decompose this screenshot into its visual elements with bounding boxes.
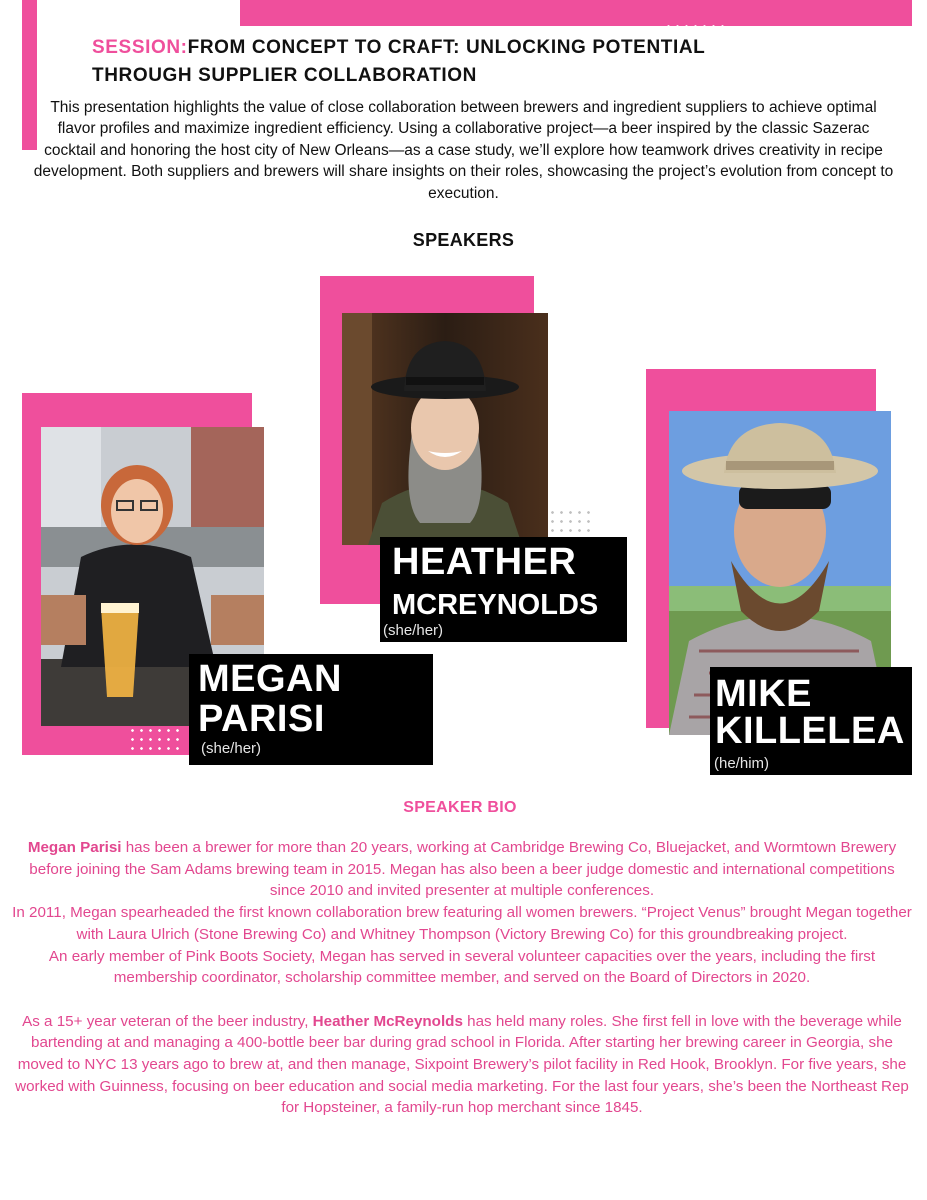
bio-speaker-name: Heather McReynolds — [312, 1012, 463, 1030]
heather-name-box — [380, 537, 627, 642]
speaker-bio-heading: SPEAKER BIO — [403, 799, 517, 816]
megan-name-box — [189, 654, 433, 765]
speaker-pronouns: (she/her) — [201, 740, 262, 757]
mike-name-box — [710, 667, 912, 775]
speaker-name-line1: MIKE — [715, 673, 812, 715]
session-title-line1: FROM CONCEPT TO CRAFT: UNLOCKING POTENTIAL — [187, 37, 706, 58]
speaker-name-line1: MEGAN — [198, 658, 342, 700]
speaker-name-line2: MCREYNOLDS — [392, 589, 599, 621]
bio-text: As a 15+ year veteran of the beer industry, — [22, 1012, 313, 1030]
bio-paragraph: In 2011, Megan spearheaded the first known collaboration brew featuring all women brewers. “Project Venus” brought Megan together with Laura Ulrich (Stone Brewing Co) and Whitney Thompson (Victory Brewing Co) for this groundbreaking project. — [12, 904, 912, 943]
speaker-pronouns: (she/her) — [383, 622, 444, 639]
bio-paragraph — [12, 837, 912, 902]
speakers-heading: SPEAKERS — [412, 230, 515, 250]
decorative-dots — [664, 22, 726, 30]
speaker-pronouns: (he/him) — [714, 755, 770, 772]
decorative-dots — [128, 726, 184, 750]
session-title — [92, 34, 852, 90]
bio-paragraph — [12, 1011, 912, 1120]
speaker-bio-text — [12, 837, 912, 1119]
heather-portrait-image — [342, 313, 548, 545]
bio-text: has been a brewer for more than 20 years, working at Cambridge Brewing Co, Bluejacket, and Wormtown Brewery before joining the Sam Adams brewing team in 2015. Megan has also been a beer judge domestic and international competitions since 2010 and invited presenter at multiple conferences. — [29, 839, 897, 900]
session-title-line2: THROUGH SUPPLIER COLLABORATION — [92, 65, 477, 86]
bio-text: has held many roles. She first fell in love with the beverage while bartending at and managing a 400-bottle beer bar during grad school in Florida. After starting her brewing career in Georgia, she moved to NYC 13 years ago to brew at, and then manage, Sixpoint Brewery’s pilot facility in Red Hook, Brooklyn. For five years, she worked with Guinness, focusing on beer education and social media marketing. For the last four years, she’s been the Northeast Rep for Hopsteiner, a family-run hop merchant since 1845. — [15, 1012, 909, 1117]
decorative-dots — [548, 508, 590, 538]
speaker-name-line1: HEATHER — [392, 541, 577, 583]
session-label: SESSION: — [92, 37, 188, 58]
session-description: This presentation highlights the value of close collaboration between brewers and ingredient suppliers to achieve optimal flavor profiles and maximize ingredient efficiency. Using a collaborative project—a beer inspired by the classic Sazerac cocktail and honoring the host city of New Orleans—as a case study, we’ll explore how teamwork drives creativity in recipe development. Both suppliers and brewers will share insights on their roles, showcasing the project’s evolution from concept to execution. — [33, 99, 894, 202]
top-accent-bar — [240, 0, 912, 26]
heather-photo — [342, 313, 548, 545]
bio-speaker-name: Megan Parisi — [27, 839, 122, 856]
speaker-name-line2: PARISI — [198, 698, 325, 740]
bio-paragraph: An early member of Pink Boots Society, Megan has served in several volunteer capacities over the years, including the first membership coordinator, scholarship committee member, and served on the Board of Directors in 2020. — [48, 947, 876, 987]
speaker-name-line2: KILLELEA — [715, 710, 905, 752]
